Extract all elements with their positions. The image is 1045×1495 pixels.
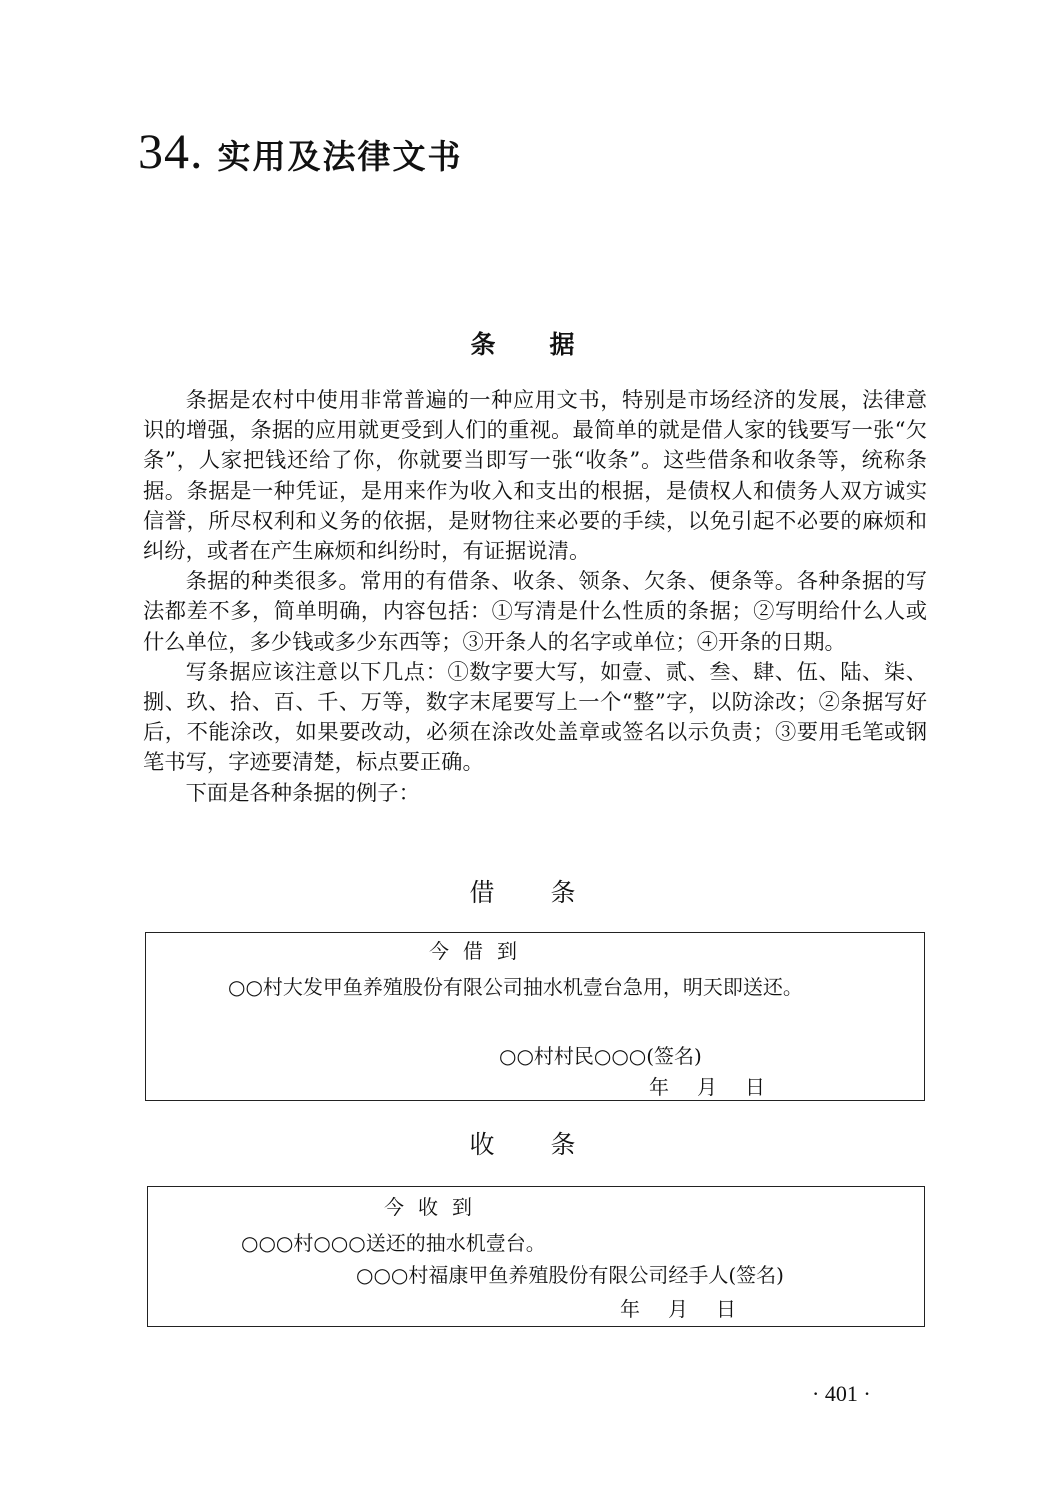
loan-note-heading <box>0 873 1045 909</box>
loan-note-date <box>649 1071 793 1100</box>
section-heading-part: 据 <box>549 330 575 359</box>
date-year: 年 <box>620 1297 640 1321</box>
receipt-note-signer: ○○○村福康甲鱼养殖股份有限公司经手人(签名) <box>356 1263 784 1287</box>
paragraph: 写条据应该注意以下几点：①数字要大写，如壹、贰、叁、肆、伍、陆、柒、捌、玖、拾、百、千、万等，数字末尾要写上一个“整”字，以防涂改；②条据写好后，不能涂改，如果要改动，必须在涂改处盖章或签名以示负责；③要用毛笔或钢笔书写，字迹要清楚，标点要正确。 <box>143 659 927 776</box>
paragraph: 下面是各种条据的例子： <box>185 780 420 806</box>
body-text <box>143 386 927 809</box>
date-month: 月 <box>697 1075 717 1099</box>
loan-note-opening: 今借到 <box>429 939 531 963</box>
paragraph: 条据是农村中使用非常普遍的一种应用文书，特别是市场经济的发展，法律意识的增强，条据的应用就更受到人们的重视。最简单的就是借人家的钱要写一张“欠条”，人家把钱还给了你，你就要当即写一张“收条”。这些借条和收条等，统称条据。条据是一种凭证，是用来作为收入和支出的根据，是债权人和债务人双方诚实信誉，所尽权利和义务的依据，是财物往来必要的手续，以免引起不必要的麻烦和纠纷，或者在产生麻烦和纠纷时，有证据说清。 <box>143 388 927 565</box>
loan-note-box <box>145 932 925 1101</box>
date-day: 日 <box>716 1297 736 1321</box>
section-heading-part: 条 <box>470 330 496 359</box>
receipt-note-date <box>620 1293 764 1322</box>
receipt-note-heading <box>0 1125 1045 1161</box>
chapter-number: 34. <box>138 123 204 179</box>
receipt-note-opening: 今收到 <box>384 1195 486 1219</box>
loan-note-heading-part: 借 <box>469 878 495 907</box>
paragraph: 条据的种类很多。常用的有借条、收条、领条、欠条、便条等。各种条据的写法都差不多，简单明确，内容包括：①写清是什么性质的条据；②写明给什么人或什么单位，多少钱或多少东西等；③开条人的名字或单位；④开条的日期。 <box>143 569 927 655</box>
loan-note-content: ○○村大发甲鱼养殖股份有限公司抽水机壹台急用，明天即送还。 <box>228 975 803 999</box>
receipt-note-heading-part: 收 <box>469 1130 495 1159</box>
date-year: 年 <box>649 1075 669 1099</box>
section-heading <box>0 325 1045 361</box>
loan-note-heading-part: 条 <box>550 878 576 907</box>
date-day: 日 <box>745 1075 765 1099</box>
receipt-note-heading-part: 条 <box>550 1130 576 1159</box>
chapter-title <box>138 122 463 182</box>
receipt-note-box <box>147 1186 925 1327</box>
loan-note-signer: ○○村村民○○○(签名) <box>499 1044 702 1068</box>
date-month: 月 <box>668 1297 688 1321</box>
receipt-note-content: ○○○村○○○送还的抽水机壹台。 <box>241 1231 546 1255</box>
page-number: · 401 · <box>812 1381 871 1406</box>
chapter-name: 实用及法律文书 <box>217 137 463 176</box>
